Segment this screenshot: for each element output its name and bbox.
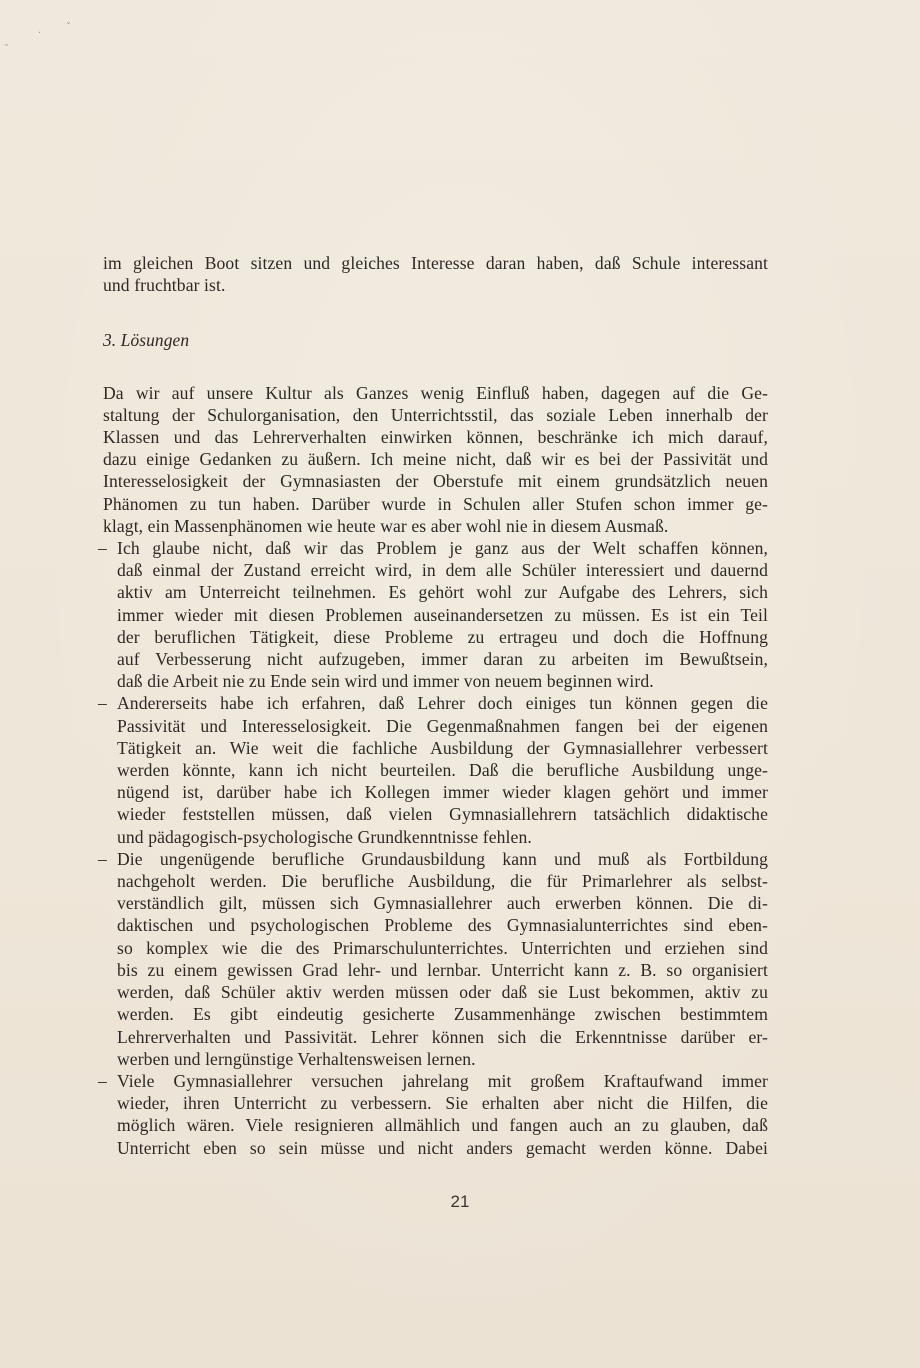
text-line: im gleichen Boot sitzen und gleiches Interesse daran haben, daß Schule interessant xyxy=(103,253,768,273)
text-line: daktischen und psychologischen Probleme des Gymnasialunterrichtes sind eben- xyxy=(117,915,768,936)
text-line: werden, daß Schüler aktiv werden müssen oder daß sie Lust bekommen, aktiv zu xyxy=(117,982,768,1003)
text-line: werden könnte, kann ich nicht beurteilen. Daß die berufliche Ausbildung unge- xyxy=(117,760,768,781)
text-line: daß die Arbeit nie zu Ende sein wird und immer von neuem beginnen wird. xyxy=(117,671,654,692)
text-line: der beruflichen Tätigkeit, diese Probleme zu ertrageu und doch die Hoffnung xyxy=(117,626,768,647)
text-line: auf Verbesserung nicht aufzugeben, immer daran zu arbeiten im Bewußtsein, xyxy=(117,649,768,670)
text-line: Andererseits habe ich erfahren, daß Lehrer doch einiges tun können gegen die xyxy=(117,693,768,714)
dash-list xyxy=(98,537,768,1159)
list-dash: – xyxy=(98,848,107,869)
list-dash: – xyxy=(98,1070,107,1091)
text-line: Da wir auf unsere Kultur als Ganzes wenig Einfluß haben, dagegen auf die Ge- xyxy=(103,382,768,403)
text-line: dazu einige Gedanken zu äußern. Ich meine nicht, daß wir es bei der Passivität und xyxy=(103,449,768,470)
text-line: Viele Gymnasiallehrer versuchen jahrelang mit großem Kraftaufwand immer xyxy=(117,1070,768,1091)
list-dash: – xyxy=(98,693,107,714)
text-line: bis zu einem gewissen Grad lehr- und lernbar. Unterricht kann z. B. so organisiert xyxy=(117,959,768,980)
list-dash: – xyxy=(98,538,107,559)
text-line: werben und lerngünstige Verhaltensweisen lernen. xyxy=(117,1048,476,1069)
page-number: 21 xyxy=(450,1192,470,1211)
paper-speck: · xyxy=(38,28,42,39)
text-line: nachgeholt werden. Die berufliche Ausbildung, die für Primarlehrer als selbst- xyxy=(117,871,768,892)
section-heading: 3. Lösungen xyxy=(103,330,190,351)
list-item xyxy=(98,692,768,847)
text-line: so komplex wie die des Primarschulunterrichtes. Unterrichten und erziehen sind xyxy=(117,937,768,958)
text-line: Interesselosigkeit der Gymnasiasten der Oberstufe mit einem grundsätzlich neuen xyxy=(103,471,768,492)
text-line: daß einmal der Zustand erreicht wird, in dem alle Schüler interessiert und dauernd xyxy=(117,560,768,581)
text-line: wieder, ihren Unterricht zu verbessern. Sie erhalten aber nicht die Hilfen, die xyxy=(117,1093,768,1114)
text-body xyxy=(98,252,768,1159)
text-line: Ich glaube nicht, daß wir das Problem je ganz aus der Welt schaffen können, xyxy=(117,538,768,559)
text-line: staltung der Schulorganisation, den Unterrichtsstil, das soziale Leben innerhalb der xyxy=(103,404,768,425)
text-line: Lehrerverhalten und Passivität. Lehrer können sich die Erkenntnisse darüber er- xyxy=(117,1026,768,1047)
text-line: nügend ist, darüber habe ich Kollegen immer wieder klagen gehört und immer xyxy=(117,782,768,803)
text-line: klagt, ein Massenphänomen wie heute war es aber wohl nie in diesem Ausmaß. xyxy=(103,515,669,536)
text-line: Passivität und Interesselosigkeit. Die Gegenmaßnahmen fangen bei der eigenen xyxy=(117,715,768,736)
text-line: Klassen und das Lehrerverhalten einwirken können, beschränke ich mich darauf, xyxy=(103,427,768,448)
list-item xyxy=(98,848,768,1070)
text-line: möglich wären. Viele resignieren allmählich und fangen auch an zu glauben, daß xyxy=(117,1115,768,1136)
text-line: immer wieder mit diesen Problemen auseinandersetzen zu müssen. Es ist ein Teil xyxy=(117,604,768,625)
text-line: Die ungenügende berufliche Grundausbildung kann und muß als Fortbildung xyxy=(117,848,768,869)
paper-speck: ˇ xyxy=(66,22,71,33)
list-item xyxy=(98,537,768,692)
text-line: und pädagogisch-psychologische Grundkenntnisse fehlen. xyxy=(117,826,532,847)
continuation-paragraph xyxy=(103,252,768,296)
intro-paragraph xyxy=(103,382,768,537)
text-line: werden. Es gibt eindeutig gesicherte Zusammenhänge zwischen bestimmtem xyxy=(117,1004,768,1025)
paper-speck: ˘ xyxy=(4,44,9,55)
text-line: verständlich gilt, müssen sich Gymnasiallehrer auch erwerben können. Die di- xyxy=(117,893,768,914)
list-item xyxy=(98,1070,768,1159)
text-line: wieder feststellen müssen, daß vielen Gymnasiallehrern tatsächlich didaktische xyxy=(117,804,768,825)
text-line: und fruchtbar ist. xyxy=(103,275,226,296)
text-line: Unterricht eben so sein müsse und nicht anders gemacht werden könne. Dabei xyxy=(117,1137,768,1158)
text-line: Tätigkeit an. Wie weit die fachliche Ausbildung der Gymnasiallehrer verbessert xyxy=(117,737,768,758)
text-line: aktiv am Unterreicht teilnehmen. Es gehört wohl zur Aufgabe des Lehrers, sich xyxy=(117,582,768,603)
text-line: Phänomen zu tun haben. Darüber wurde in Schulen aller Stufen schon immer ge- xyxy=(103,493,768,514)
